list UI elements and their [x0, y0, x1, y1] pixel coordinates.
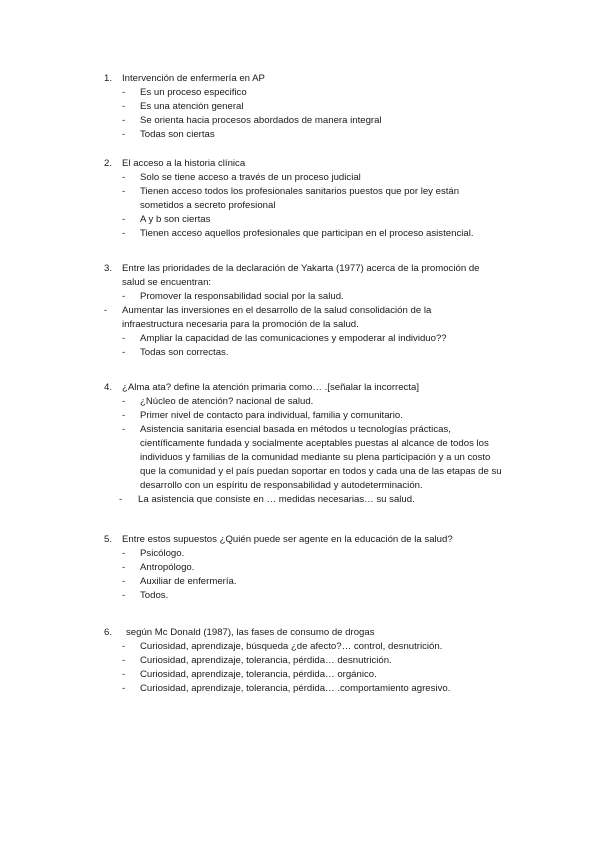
question-text: ¿Alma ata? define la atención primaria como… .[señalar la incorrecta]: [122, 382, 420, 393]
option-item: [0, 86, 600, 100]
bullet-dash: -: [122, 333, 126, 344]
option-item: [0, 185, 600, 213]
option-item: [0, 171, 600, 185]
bullet-dash: -: [122, 172, 126, 183]
bullet-dash: -: [122, 655, 126, 666]
question-6: [0, 626, 600, 696]
option-item: [0, 128, 600, 142]
option-item: [0, 409, 600, 423]
question-text: Entre estos supuestos ¿Quién puede ser agente en la educación de la salud?: [122, 534, 453, 545]
question-text: El acceso a la historia clínica: [122, 158, 246, 169]
option-item: [0, 493, 600, 507]
option-text: Ampliar la capacidad de las comunicaciones y empoderar al individuo??: [140, 333, 447, 344]
bullet-dash: -: [122, 347, 126, 358]
question-number: 5.: [104, 534, 113, 545]
option-item: [0, 575, 600, 589]
bullet-dash: -: [122, 115, 126, 126]
option-text: Auxiliar de enfermería.: [140, 576, 237, 587]
option-text: Antropólogo.: [140, 562, 195, 573]
bullet-dash: -: [122, 87, 126, 98]
option-text: Solo se tiene acceso a través de un proceso judicial: [140, 172, 361, 183]
option-item: [0, 332, 600, 346]
option-text: Curiosidad, aprendizaje, tolerancia, pérdida… orgánico.: [140, 669, 377, 680]
bullet-dash: -: [122, 424, 126, 435]
option-item: [0, 423, 600, 493]
option-text: Promover la responsabilidad social por la salud.: [140, 291, 344, 302]
option-text: Se orienta hacia procesos abordados de manera integral: [140, 115, 382, 126]
bullet-dash: -: [122, 669, 126, 680]
bullet-dash: -: [122, 129, 126, 140]
question-3: [0, 262, 600, 360]
question-2: [0, 157, 600, 241]
question-1: [0, 72, 600, 142]
option-text: Curiosidad, aprendizaje, búsqueda ¿de afecto?… control, desnutrición.: [140, 641, 443, 652]
option-text: Asistencia sanitaria esencial basada en métodos u tecnologías prácticas, científicamente fundada y socialmente aceptables puestas al alcance de todos los individuos y familias de la comunidad mediante su plena participación y a un costo que la comunidad y el país puedan soportar en todos y cada una de las etapas de su desarrollo con un espíritu de responsabilidad y autodeterminación.: [140, 424, 502, 491]
option-item: [0, 561, 600, 575]
option-item: [0, 668, 600, 682]
bullet-dash: -: [122, 590, 126, 601]
option-text: Primer nivel de contacto para individual, familia y comunitario.: [140, 410, 403, 421]
option-item: [0, 213, 600, 227]
option-text: La asistencia que consiste en … medidas necesarias… su salud.: [138, 494, 415, 505]
question-text: según Mc Donald (1987), las fases de consumo de drogas: [126, 627, 375, 638]
option-item: [0, 654, 600, 668]
question-4: [0, 381, 600, 507]
option-text: Todas son correctas.: [140, 347, 229, 358]
bullet-dash: -: [122, 548, 126, 559]
option-text: Psicólogo.: [140, 548, 185, 559]
option-text: A y b son ciertas: [140, 214, 211, 225]
bullet-dash: -: [122, 410, 126, 421]
option-text: Curiosidad, aprendizaje, tolerancia, pérdida… desnutrición.: [140, 655, 392, 666]
bullet-dash: -: [122, 562, 126, 573]
option-text: Aumentar las inversiones en el desarrollo de la salud consolidación de la infraestructura necesaria para la promoción de la salud.: [122, 305, 432, 330]
bullet-dash: -: [119, 494, 123, 505]
option-text: Todos.: [140, 590, 169, 601]
question-text: Intervención de enfermería en AP: [122, 73, 265, 84]
option-text: ¿Núcleo de atención? nacional de salud.: [140, 396, 314, 407]
option-item: [0, 227, 600, 241]
bullet-dash: -: [122, 214, 126, 225]
bullet-dash: -: [122, 683, 126, 694]
option-item: [0, 589, 600, 603]
question-number: 6.: [104, 627, 113, 638]
option-text: Es una atención general: [140, 101, 244, 112]
question-number: 3.: [104, 263, 113, 274]
option-item: [0, 114, 600, 128]
option-item: [0, 346, 600, 360]
option-item: [0, 640, 600, 654]
question-number: 2.: [104, 158, 113, 169]
bullet-dash: -: [122, 291, 126, 302]
question-text-continuation: salud se encuentran:: [122, 277, 212, 288]
option-text: Tienen acceso aquellos profesionales que participan en el proceso asistencial.: [140, 228, 474, 239]
option-item: [0, 304, 600, 332]
option-text: Curiosidad, aprendizaje, tolerancia, pérdida… .comportamiento agresivo.: [140, 683, 451, 694]
question-text: Entre las prioridades de la declaración de Yakarta (1977) acerca de la promoción de: [122, 263, 480, 274]
question-number: 4.: [104, 382, 113, 393]
bullet-dash: -: [122, 186, 126, 197]
option-item: [0, 290, 600, 304]
bullet-dash: -: [122, 576, 126, 587]
bullet-dash: -: [104, 305, 108, 316]
bullet-dash: -: [122, 396, 126, 407]
bullet-dash: -: [122, 228, 126, 239]
question-number: 1.: [104, 73, 113, 84]
option-item: [0, 547, 600, 561]
option-text: Todas son ciertas: [140, 129, 215, 140]
option-text: Tienen acceso todos los profesionales sanitarios puestos que por ley están sometidos a secreto profesional: [140, 186, 460, 211]
bullet-dash: -: [122, 641, 126, 652]
question-5: [0, 533, 600, 603]
option-item: [0, 100, 600, 114]
option-item: [0, 395, 600, 409]
option-text: Es un proceso especifico: [140, 87, 247, 98]
bullet-dash: -: [122, 101, 126, 112]
option-item: [0, 682, 600, 696]
